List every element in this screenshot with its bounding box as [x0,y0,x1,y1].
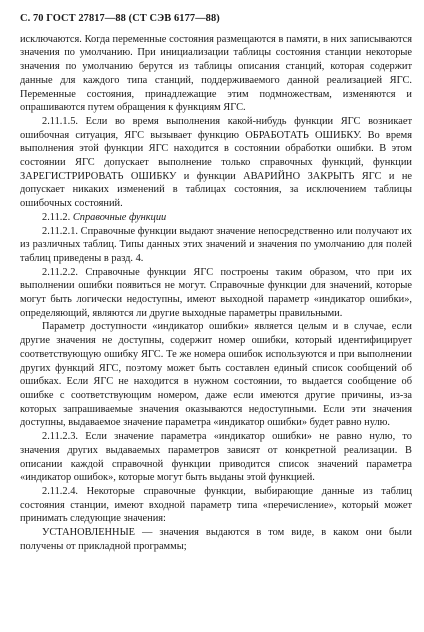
page-header: С. 70 ГОСТ 27817—88 (СТ СЭВ 6177—88) [20,13,220,24]
paragraph-continuation: исключаются. Когда переменные состояния размещаются в памяти, в них записываются значения по умолчанию. При инициализации таблицы состояния станции некоторые значения по умолчанию берутся из таблицы описания станций, которая содержит данные для каждого типа станций, поддерживаемого данной реализацией ЯГС. Переменные состояния, принадлежащие этим подмножествам, изменяются и опрашиваются путем обращения к функциям ЯГС. [20,33,412,114]
paragraph-error-indicator: Параметр доступности «индикатор ошибки» является целым и в случае, если другие значения не доступны, содержит номер ошибки, который идентифицирует соответствующую ошибку ЯГС. Те же номера ошибок используются и при выполнении других функций ЯГС, поэтому может быть составлен единый список сообщений об ошибках. Если ЯГС не находится в нужном состоянии, то выдается сообщение об ошибке с соответствующим номером, даже если имеются другие причины, из-за которых запрашиваемые значения оказываются недоступными. Если эти значения доступны, выдаваемое значение параметра «индикатор ошибки» будет равно нулю. [20,321,412,429]
paragraph-2-11-2-4: 2.11.2.4. Некоторые справочные функции, выбирающие данные из таблиц состояния станции, имеют входной параметр типа «перечисление», который может принимать следующие значения: [20,485,412,525]
section-number: 2.11.2. [42,211,71,223]
paragraph-installed-values: УСТАНОВЛЕННЫЕ — значения выдаются в том виде, в каком они были получены от прикладной программы; [20,527,412,552]
section-title: Справочные функции [72,211,167,223]
paragraph-2-11-1-5: 2.11.1.5. Если во время выполнения какой-нибудь функции ЯГС возникает ошибочная ситуация, ЯГС вызывает функцию ОБРАБОТАТЬ ОШИБКУ. Во время выполнения этой функции ЯГС находится в состоянии обработки ошибки. В этом состоянии ЯГС допускает выполнение только справочных функций, функции ЗАРЕГИСТРИРОВАТЬ ОШИБКУ и функции АВАРИЙНО ЗАКРЫТЬ ЯГС и не допускает никаких изменений в таблицах состояния, за исключением таблицы ошибочных состояний. [20,115,412,210]
section-heading-2-11-2 [20,211,412,225]
paragraph-2-11-2-3: 2.11.2.3. Если значение параметра «индикатор ошибки» не равно нулю, то значения других выдаваемых параметров зависят от конкретной реализации. В описании каждой справочной функции приводится список значений параметра «индикатор ошибок», которые могут быть выданы этой функцией. [20,431,412,484]
paragraph-2-11-2-2: 2.11.2.2. Справочные функции ЯГС построены таким образом, что при их выполнении ошибки появиться не могут. Справочные функции для значений, которые могут быть логически недоступны, имеют выходной параметр «индикатор ошибки», определяющий, являются ли другие выходные параметры правильными. [20,266,412,319]
document-page [20,12,412,553]
paragraph-2-11-2-1: 2.11.2.1. Справочные функции выдают значение непосредственно или получают их из различных таблиц. Типы данных этих значений и значения по умолчанию для полей таблиц приведены в разд. 4. [20,225,412,264]
